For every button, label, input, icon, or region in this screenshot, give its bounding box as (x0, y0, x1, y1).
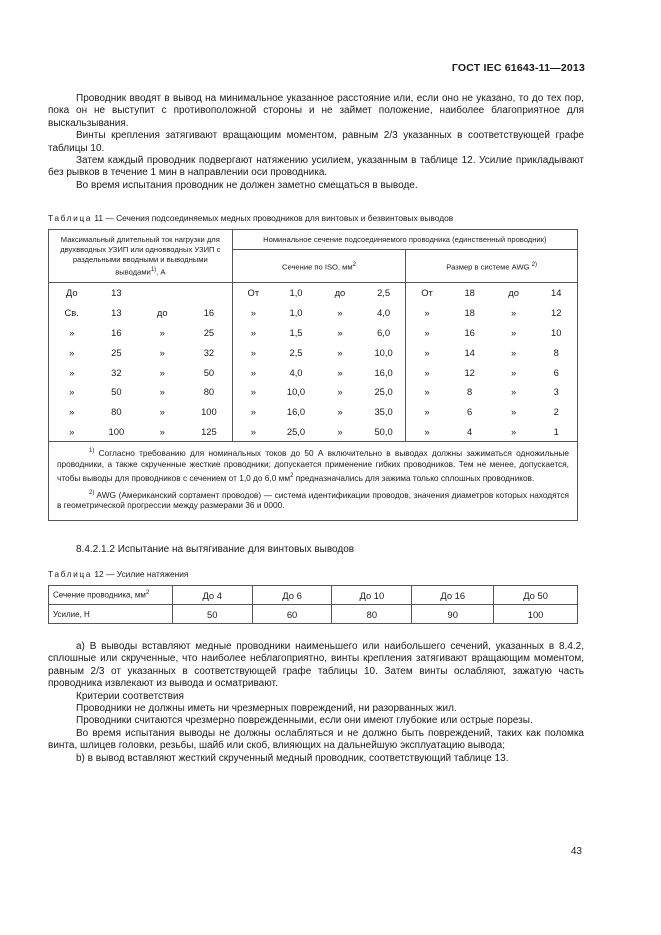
table-cell: 25,0 (286, 425, 306, 437)
table-caption-text: 12 — Усилие натяжения (94, 569, 189, 579)
table-cell: 80 (186, 382, 232, 402)
table-cell: 1,0 (274, 283, 318, 303)
table-cell: 2,5 (362, 283, 406, 303)
table-cell: » (406, 382, 448, 402)
intro-paragraph: Винты крепления затягивают вращающим моментом, равным 2/3 указанных в соответствующей графе таблицы 10. (48, 130, 584, 154)
table-cell: 14 (464, 346, 475, 358)
table-cell: До 6 (252, 586, 332, 605)
table-cell: » (49, 342, 95, 362)
table-cell: » (159, 386, 165, 398)
table12-forces-row (49, 605, 578, 624)
table-cell: » (232, 382, 274, 402)
table-cell: » (49, 323, 95, 343)
table-cell: 1,5 (289, 326, 303, 338)
table-label: Таблица (48, 569, 93, 579)
table-cell: 3 (536, 382, 578, 402)
table-cell: 50 (186, 362, 232, 382)
table-cell: » (232, 303, 274, 323)
table-cell: » (232, 342, 274, 362)
table-cell: 8 (536, 342, 578, 362)
table-cell: От (406, 283, 448, 303)
table-cell: 6 (536, 362, 578, 382)
table-cell: » (337, 326, 343, 338)
table11-caption (48, 213, 453, 223)
table-cell: 16,0 (286, 406, 306, 418)
body-paragraph: Проводники считаются чрезмерно поврежденными, если они имеют глубокие или острые порезы. (76, 715, 533, 727)
table-cell: » (510, 366, 517, 378)
table-cell: » (406, 362, 448, 382)
table-cell: 4,0 (362, 303, 406, 323)
table-caption-text: 11 — Сечения подсоединяемых медных проводников для винтовых и безвинтовых выводов (94, 213, 454, 223)
table-cell: 13 (111, 307, 122, 319)
table-cell: До 10 (332, 586, 412, 605)
table-cell: 16 (464, 326, 475, 338)
table-cell: 32 (111, 366, 122, 378)
table-cell: 12 (536, 303, 578, 323)
table-cell: до (156, 307, 168, 319)
table-cell: » (232, 402, 274, 422)
table-cell: » (49, 382, 95, 402)
table-cell: 25 (186, 323, 232, 343)
table12-sections-row (49, 586, 578, 605)
table-cell: 13 (94, 283, 138, 303)
table-cell: 4 (467, 425, 473, 437)
table-cell: 14 (536, 283, 578, 303)
table12-row-label: Сечение проводника, $мм^2$ (49, 586, 173, 605)
table-cell: 50 (111, 386, 122, 398)
table-cell: » (49, 402, 95, 422)
body-paragraph: b) в вывод вставляют жесткий скрученный медный проводник, соответствующий таблице 13. (76, 752, 509, 764)
table12-caption (48, 569, 188, 579)
table-12 (48, 585, 578, 624)
table-row (49, 402, 578, 422)
table-cell: » (406, 303, 448, 323)
table-cell: » (159, 406, 165, 418)
table-cell: 25,0 (362, 382, 406, 402)
table-cell: » (406, 422, 448, 442)
table-cell: » (159, 326, 165, 338)
table-cell: » (510, 425, 517, 437)
table-cell: » (49, 422, 95, 442)
intro-text (48, 93, 584, 192)
section-group-header: Номинальное сечение подсоединяемого проводника (единственный проводник) (232, 230, 577, 250)
table-cell (186, 283, 232, 303)
body-paragraph: Во время испытания выводы не должны ослабляться и не должно быть повреждений, таких как поломка винта, шлицев головки, резьбы, шайб или скоб, влияющих на дальнейшую эксплуатацию вывода; (48, 727, 584, 752)
table-label: Таблица (48, 213, 93, 223)
iso-column-header: Сечение по ISO, $мм^2$ (232, 250, 406, 283)
table-row (49, 283, 578, 303)
body-paragraph: а) В выводы вставляют медные проводники наименьшего или наибольшего сечений, указанных в 8.4.2, сплошные или скрученные, что наиболее неблагоприятно, винты крепления затягивают вращающим моментом, равным 2/3 от указанных в соответствующей графе таблицы 10. Затем винты ослабляют, зажатую часть проводника извлекают из вывода и осматривают. (48, 641, 584, 690)
table-row (49, 382, 578, 402)
table-cell: 16,0 (362, 362, 406, 382)
table-cell: » (159, 366, 165, 378)
table-cell: До 4 (172, 586, 252, 605)
table-cell: 16 (111, 326, 122, 338)
table-cell: 100 (108, 425, 125, 437)
table-cell: » (49, 362, 95, 382)
table-cell: » (406, 342, 448, 362)
footnote-2: $^{2)}$ AWG (Американский сортамент проводов) — система идентификации проводов, значения диаметров которых находятся в геометрической прогрессии между размерами 36 и 0000. (57, 489, 569, 511)
table-cell: 10 (536, 323, 578, 343)
table-cell: » (510, 346, 517, 358)
table-cell: 60 (252, 605, 332, 624)
intro-paragraph: Затем каждый проводник подвергают натяжению усилием, указанным в таблице 12. Усилие прикладывают без рывков в течение 1 мин в направлении оси проводника. (48, 155, 584, 179)
section-title: 8.4.2.1.2 Испытание на вытягивание для винтовых выводов (76, 544, 355, 555)
table-cell: 10,0 (362, 342, 406, 362)
table-cell: » (337, 406, 343, 418)
table-row (49, 323, 578, 343)
table-cell (138, 283, 186, 303)
table-cell: 8 (467, 386, 473, 398)
table-cell: 80 (111, 406, 122, 418)
table-cell: » (510, 307, 517, 319)
footnote-1: $^{1)}$ Согласно требованию для номинальных токов до 50 А включительно в выводах должны зажиматься одножильные проводники, а также скрученные жесткие проводники; допускается применение гибких проводников. Тем не менее, допускается, чтобы выводы для проводников с сечением от 1,0 до 6,0 $мм^2$ предназначались для зажима только сплошных проводников. (57, 448, 569, 483)
table-cell: » (406, 402, 448, 422)
table-cell: » (337, 366, 343, 378)
table-cell: 16 (186, 303, 232, 323)
table-cell: 18 (464, 307, 475, 319)
table-row (49, 342, 578, 362)
page-number: 43 (570, 846, 582, 857)
table11-footnotes (49, 442, 578, 520)
table-cell: » (159, 346, 165, 358)
table-cell: » (510, 386, 517, 398)
awg-column-header: Размер в системе AWG $^{2)}$ (406, 250, 578, 283)
current-column-header: Максимальный длительный ток нагрузки для двухвводных УЗИП или одновводных УЗИП с раздельными вводными и выводными выводами$^{1)}$, А (49, 230, 233, 283)
body-paragraph: Критерии соответствия (76, 690, 184, 702)
table-cell: 100 (494, 605, 578, 624)
table-cell: до (318, 283, 362, 303)
table-cell: » (159, 425, 165, 437)
table-cell: 6,0 (362, 323, 406, 343)
table-cell: 12 (464, 366, 475, 378)
table-cell: 25 (111, 346, 122, 358)
table-cell: » (510, 406, 517, 418)
table-cell: » (337, 307, 343, 319)
table-cell: 80 (332, 605, 412, 624)
table-cell: 10,0 (286, 386, 306, 398)
table-cell: 32 (186, 342, 232, 362)
table-cell: 4,0 (289, 366, 303, 378)
body-paragraph: Проводники не должны иметь ни чрезмерных повреждений, ни разорванных жил. (76, 703, 457, 715)
table-row (49, 362, 578, 382)
table-cell: 50,0 (362, 422, 406, 442)
intro-paragraph: Проводник вводят в вывод на минимальное указанное расстояние или, если оно не указано, то до тех пор, пока он не выступит с противоположной стороны и не займет положение, наиболее благоприятное для выскальзывания. (48, 93, 584, 129)
table-cell: 125 (186, 422, 232, 442)
intro-paragraph: Во время испытания проводник не должен заметно смещаться в выводе. (76, 179, 418, 191)
table-cell: 6 (467, 406, 473, 418)
table-cell: До 50 (494, 586, 578, 605)
table-cell: Св. (49, 303, 95, 323)
table-cell: до (492, 283, 536, 303)
table-cell: » (232, 422, 274, 442)
table-cell: 50 (172, 605, 252, 624)
table-cell: 2 (536, 402, 578, 422)
table-cell: До (49, 283, 95, 303)
table-cell: » (337, 386, 343, 398)
table-row (49, 422, 578, 442)
table-row (49, 303, 578, 323)
table-cell: 2,5 (289, 346, 303, 358)
table-cell: 18 (448, 283, 492, 303)
table-cell: 1,0 (289, 307, 303, 319)
document-header: ГОСТ IEC 61643-11—2013 (451, 62, 585, 74)
table-cell: От (232, 283, 274, 303)
table-cell: » (337, 425, 343, 437)
table-cell: 100 (186, 402, 232, 422)
table-cell: » (232, 362, 274, 382)
table-cell: 90 (412, 605, 494, 624)
body-text (48, 641, 584, 765)
table12-row-label: Усилие, Н (49, 605, 173, 624)
table-11 (48, 229, 578, 521)
table-cell: » (337, 346, 343, 358)
table-cell: 1 (536, 422, 578, 442)
table-cell: » (510, 326, 517, 338)
table-cell: 35,0 (362, 402, 406, 422)
table-cell: » (406, 323, 448, 343)
table-cell: До 16 (412, 586, 494, 605)
table-cell: » (232, 323, 274, 343)
